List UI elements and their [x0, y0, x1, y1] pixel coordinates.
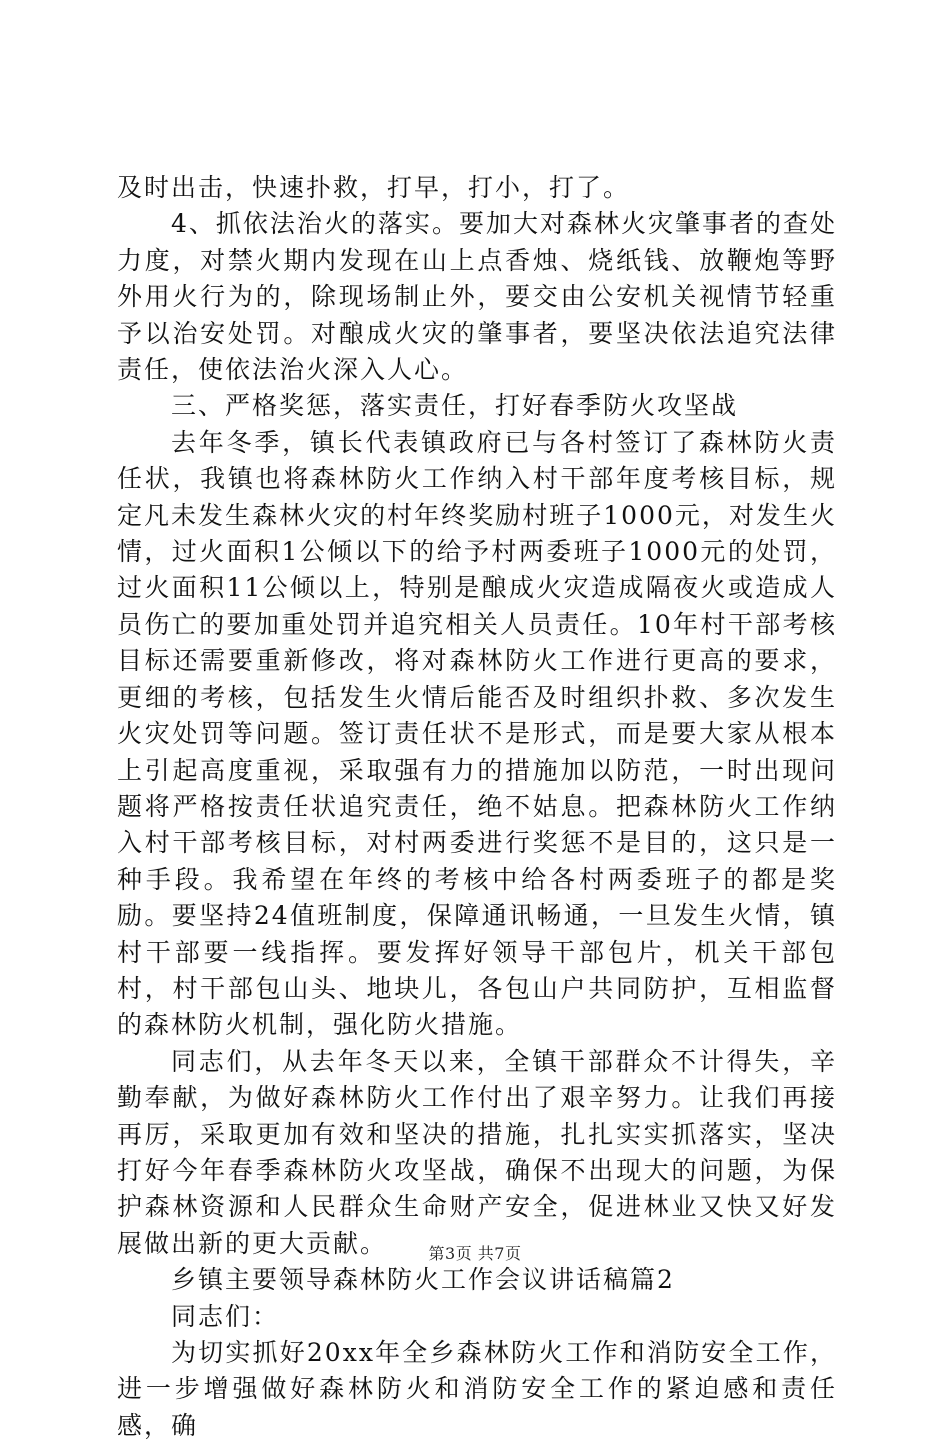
paragraph-continuation: 及时出击，快速扑救，打早，打小，打了。	[117, 173, 631, 202]
paragraph-closing: 同志们，从去年冬天以来，全镇干部群众不计得失，辛勤奉献，为做好森林防火工作付出了艰辛努力。让我们再接再厉，采取更加有效和坚决的措施，扎扎实实抓落实，坚决打好今年春季森林防火攻坚战，确保不出现大的问题，为保护森林资源和人民群众生命财产安全，促进林业又快又好发展做出新的更大贡献。	[117, 1046, 837, 1258]
article-title-part-2: 乡镇主要领导森林防火工作会议讲话稿篇2	[171, 1265, 675, 1295]
section-heading-3: 三、严格奖惩，落实责任，打好春季防火攻坚战	[171, 391, 739, 421]
salutation: 同志们：	[171, 1301, 280, 1331]
paragraph-item-4: 4、抓依法治火的落实。要加大对森林火灾肇事者的查处力度，对禁火期内发现在山上点香烛、烧纸钱、放鞭炮等野外用火行为的，除现场制止外，要交由公安机关视情节轻重予以治安处罚。对酿成火灾的肇事者，要坚决依法追究法律责任，使依法治火深入人心。	[117, 209, 837, 385]
page-number-footer: 第3页 共7页	[428, 1244, 522, 1263]
paragraph-responsibility: 去年冬季，镇长代表镇政府已与各村签订了森林防火责任状，我镇也将森林防火工作纳入村干部年度考核目标，规定凡未发生森林火灾的村年终奖励村班子1000元，对发生火情，过火面积1公倾以下的给予村两委班子1000元的处罚，过火面积11公倾以上，特别是酿成火灾造成隔夜火或造成人员伤亡的要加重处罚并追究相关人员责任。10年村干部考核目标还需要重新修改，将对森林防火工作进行更高的要求，更细的考核，包括发生火情后能否及时组织扑救、多次发生火灾处罚等问题。签订责任状不是形式，而是要大家从根本上引起高度重视，采取强有力的措施加以防范，一时出现问题将严格按责任状追究责任，绝不姑息。把森林防火工作纳入村干部考核目标，对村两委进行奖惩不是目的，这只是一种手段。我希望在年终的考核中给各村两委班子的都是奖励。要坚持24值班制度，保障通讯畅通，一旦发生火情，镇村干部要一线指挥。要发挥好领导干部包片，机关干部包村，村干部包山头、地块儿，各包山户共同防护，互相监督的森林防火机制，强化防火措施。	[117, 427, 837, 1040]
paragraph-opening: 为切实抓好20xx年全乡森林防火工作和消防安全工作，进一步增强做好森林防火和消防安全工作的紧迫感和责任感，确	[117, 1338, 837, 1440]
